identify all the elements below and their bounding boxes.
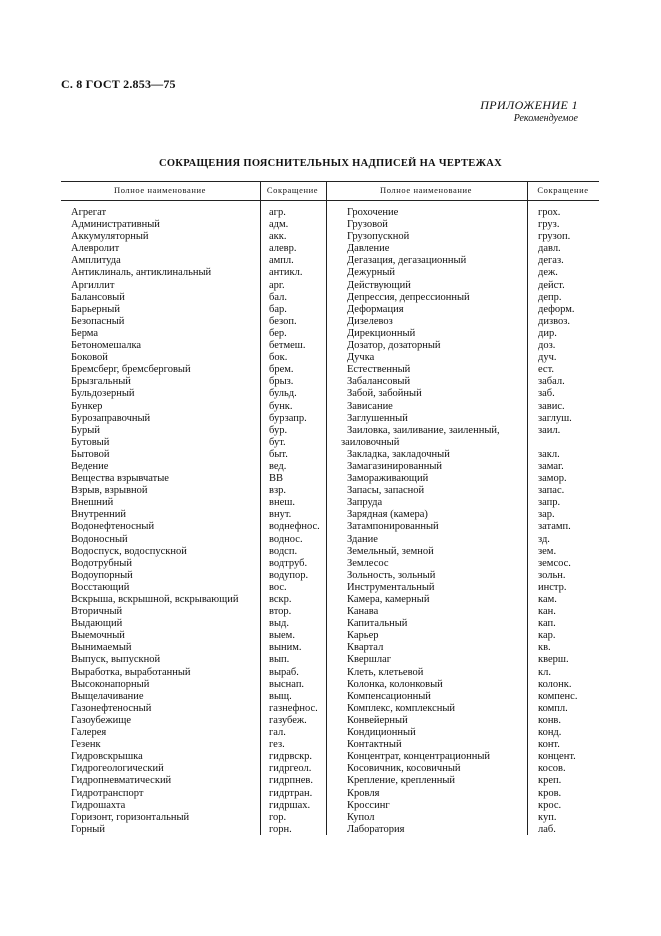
table-cell: Конвейерный [347, 714, 408, 726]
table-cell: кверш. [538, 654, 569, 666]
table-cell: Вынимаемый [71, 642, 132, 654]
table-header [61, 181, 599, 201]
table-cell: дейст. [538, 279, 565, 291]
table-cell: адм. [269, 219, 289, 231]
table-cell: Канава [347, 606, 379, 618]
table-cell: гал. [269, 727, 286, 739]
table-cell: Зарядная (камера) [347, 509, 428, 521]
left-names-column [71, 207, 238, 836]
table-cell: забал. [538, 376, 565, 388]
table-cell: Бутовый [71, 436, 110, 448]
table-cell: бут. [269, 436, 286, 448]
table-cell: Кроссинг [347, 799, 390, 811]
table-cell: Гидрошахта [71, 799, 126, 811]
table-cell: зар. [538, 509, 555, 521]
table-cell: кл. [538, 666, 551, 678]
appendix-block [480, 99, 578, 125]
table-cell: Кровля [347, 787, 380, 799]
page-title: СОКРАЩЕНИЯ ПОЯСНИТЕЛЬНЫХ НАДПИСЕЙ НА ЧЕРТЕЖАХ [158, 158, 503, 169]
table-cell: алевр. [269, 243, 297, 255]
table-cell: Взрыв, взрывной [71, 485, 148, 497]
table-cell: косов. [538, 763, 566, 775]
table-cell: Карьер [347, 630, 379, 642]
table-cell: зольн. [538, 569, 566, 581]
table-cell: Землесос [347, 557, 389, 569]
table-cell: вос. [269, 581, 287, 593]
table-cell: Водонефтеносный [71, 521, 155, 533]
table-cell: акк. [269, 231, 287, 243]
table-cell: завис. [538, 400, 565, 412]
header-abbr-left: Сокращение [266, 185, 319, 195]
table-cell: Заиловка, заиливание, заиленный, [347, 424, 500, 436]
table-cell: Запруда [347, 497, 383, 509]
right-names-column [341, 207, 500, 836]
table-cell: куп. [538, 811, 557, 823]
appendix-status: Рекомендуемое [513, 113, 578, 124]
table-cell [538, 437, 577, 449]
table-cell: Агрегат [71, 207, 107, 218]
table-cell: Земельный, земной [347, 545, 434, 557]
table-cell: дир. [538, 327, 557, 339]
table-cell: концент. [538, 751, 576, 763]
table-cell: Грузовой [347, 219, 388, 231]
table-cell: бок. [269, 352, 288, 364]
table-cell: бульд. [269, 388, 297, 400]
column-divider [527, 181, 528, 835]
table-cell: водтруб. [269, 557, 308, 569]
right-abbreviations-column [538, 207, 577, 836]
table-cell: бетмеш. [269, 340, 306, 352]
table-cell: замаг. [538, 460, 564, 472]
table-cell: Гезенк [71, 739, 101, 751]
left-abbreviations-column [269, 207, 320, 836]
table-cell: воднефнос. [269, 521, 320, 533]
table-cell: Вскрыша, вскрышной, вскрывающий [71, 594, 239, 605]
table-cell: кар. [538, 630, 556, 642]
table-cell: конв. [538, 714, 562, 726]
table-cell: Высоконапорный [71, 678, 150, 690]
table-cell: водупор. [269, 569, 309, 581]
table-cell: Естественный [347, 364, 411, 376]
table-cell: Бетономешалка [71, 340, 142, 352]
table-cell: внеш. [269, 497, 295, 509]
table-cell: втор. [269, 606, 292, 618]
header-abbr-right: Сокращение [537, 185, 589, 195]
table-cell: Капитальный [347, 618, 408, 630]
table-cell: газубеж. [269, 714, 307, 726]
table-cell: ест. [538, 364, 555, 376]
table-cell: Лаборатория [347, 823, 405, 835]
table-cell: брем. [269, 364, 294, 376]
table-cell: выем. [269, 630, 295, 642]
table-cell: Вторичный [71, 606, 123, 618]
table-cell: Алевролит [71, 243, 120, 255]
table-cell: доз. [538, 340, 556, 352]
table-cell: замор. [538, 473, 567, 485]
table-cell: Дирекционный [347, 327, 416, 339]
table-cell: Дежурный [347, 267, 395, 279]
table-cell: Крепление, крепленный [347, 775, 456, 787]
table-cell: бер. [269, 327, 287, 339]
table-cell: креп. [538, 775, 562, 787]
table-cell: Бурозаправочный [71, 412, 151, 424]
table-cell: бал. [269, 291, 287, 303]
table-cell: Выдающий [71, 618, 123, 630]
table-cell: крос. [538, 799, 562, 811]
table-cell: выним. [269, 642, 302, 654]
table-cell: гидрпнев. [269, 775, 313, 787]
table-cell: Водоносный [71, 533, 128, 545]
table-cell: заб. [538, 388, 555, 400]
table-cell: конд. [538, 727, 562, 739]
table-cell: деж. [538, 267, 558, 279]
table-cell: Газоубежище [71, 714, 132, 726]
column-divider [326, 181, 327, 835]
table-cell: Ведение [71, 460, 109, 472]
table-cell: инстр. [538, 581, 567, 593]
table-cell: Затампонированный [347, 521, 439, 533]
table-cell: Антиклиналь, антиклинальный [71, 267, 212, 279]
table-cell: Камера, камерный [347, 594, 430, 605]
table-cell: Давление [347, 243, 390, 255]
table-cell: Здание [347, 533, 378, 545]
table-cell: Безопасный [71, 315, 125, 327]
table-cell: груз. [538, 219, 560, 231]
table-cell: кв. [538, 642, 551, 654]
table-cell: водсп. [269, 545, 298, 557]
table-cell: затамп. [538, 521, 571, 533]
table-cell: Выработка, выработанный [71, 666, 191, 678]
table-cell: Берма [71, 327, 99, 339]
column-divider [260, 181, 261, 835]
table-cell: Вещества взрывчатые [71, 473, 169, 485]
table-cell: закл. [538, 448, 560, 460]
table-cell: кам. [538, 594, 557, 605]
table-cell: выраб. [269, 666, 299, 678]
table-cell: Амплитуда [71, 255, 121, 267]
table-cell: Бурый [71, 424, 100, 436]
table-cell: компенс. [538, 690, 578, 702]
table-cell: вед. [269, 460, 287, 472]
table-cell: Восстающий [71, 581, 130, 593]
table-cell: Аккумуляторный [71, 231, 149, 243]
table-cell: зд. [538, 533, 550, 545]
table-cell: Грохочение [347, 207, 399, 218]
table-cell: Дегазация, дегазационный [347, 255, 467, 267]
table-cell: Выщелачивание [71, 690, 144, 702]
table-cell: кап. [538, 618, 556, 630]
table-cell: бурзапр. [269, 412, 307, 424]
table-cell: выд. [269, 618, 289, 630]
table-cell: запас. [538, 485, 565, 497]
table-cell: вып. [269, 654, 290, 666]
table-cell: агр. [269, 207, 286, 218]
table-cell: заил. [538, 424, 561, 436]
table-cell: Бульдозерный [71, 388, 135, 400]
table-cell: Концентрат, концентрационный [347, 751, 491, 763]
table-cell: Клеть, клетьевой [347, 666, 424, 678]
table-cell: бунк. [269, 400, 293, 412]
table-cell: колонк. [538, 678, 572, 690]
table-cell: дуч. [538, 352, 557, 364]
table-cell: взр. [269, 485, 286, 497]
table-cell: грох. [538, 207, 561, 218]
table-cell: Внутренний [71, 509, 126, 521]
table-cell: ВВ [269, 473, 284, 485]
table-cell: Водотрубный [71, 557, 132, 569]
table-cell: бар. [269, 303, 287, 315]
document-reference: С. 8 ГОСТ 2.853—75 [61, 77, 176, 91]
table-cell: заглуш. [538, 412, 572, 424]
table-cell: Кондиционный [347, 727, 416, 739]
table-cell: дизвоз. [538, 315, 571, 327]
table-cell: Купол [347, 811, 375, 823]
table-cell: Балансовый [71, 291, 125, 303]
table-cell: Замагазинированный [347, 460, 443, 472]
table-cell: Водоупорный [71, 569, 133, 581]
table-cell: деформ. [538, 303, 575, 315]
table-cell: Инструментальный [347, 581, 435, 593]
table-cell: зем. [538, 545, 557, 557]
table-cell: дегаз. [538, 255, 564, 267]
table-cell: Косовичник, косовичный [347, 763, 461, 775]
table-cell: Дучка [347, 352, 375, 364]
table-cell: Колонка, колонковый [347, 678, 443, 690]
table-cell: Квартал [347, 642, 384, 654]
table-cell: выщ. [269, 690, 292, 702]
table-cell: Дизелевоз [347, 315, 393, 327]
table-cell: газнефнос. [269, 702, 318, 714]
table-cell: гидртран. [269, 787, 313, 799]
table-cell: быт. [269, 448, 288, 460]
table-cell: Квершлаг [347, 654, 392, 666]
table-cell: земсос. [538, 557, 571, 569]
table-cell: Бремсберг, бремсберговый [71, 364, 191, 376]
table-cell: гор. [269, 811, 287, 823]
table-cell: Газонефтеносный [71, 702, 152, 714]
table-cell: кров. [538, 787, 562, 799]
table-cell: Запасы, запасной [347, 485, 425, 497]
table-cell: Бытовой [71, 448, 110, 460]
table-cell: Гидротранспорт [71, 787, 144, 799]
table-cell: Внешний [71, 497, 114, 509]
table-cell: Гидропневматический [71, 775, 172, 787]
table-cell: выснап. [269, 678, 305, 690]
table-cell: брыз. [269, 376, 294, 388]
table-cell: Аргиллит [71, 279, 115, 291]
appendix-title: ПРИЛОЖЕНИЕ 1 [480, 98, 578, 112]
table-cell: давл. [538, 243, 561, 255]
table-cell: Замораживающий [347, 473, 429, 485]
table-cell: Административный [71, 219, 160, 231]
table-cell: гидршах. [269, 799, 311, 811]
table-cell: заиловочный [341, 436, 400, 448]
table-cell: компл. [538, 702, 568, 714]
table-cell: Компенсационный [347, 690, 431, 702]
table-cell: лаб. [538, 823, 556, 835]
table-cell: Забой, забойный [347, 388, 422, 400]
table-cell: Закладка, закладочный [347, 448, 450, 460]
table-cell: Контактный [347, 739, 402, 751]
table-cell: Гидровскрышка [71, 751, 143, 763]
table-cell: Депрессия, депрессионный [347, 291, 470, 303]
table-cell: Грузопускной [347, 231, 410, 243]
table-cell: бур. [269, 424, 288, 436]
table-cell: внут. [269, 509, 292, 521]
table-cell: арг. [269, 279, 285, 291]
header-full-name-left: Полное наименование [113, 185, 207, 195]
table-cell: гидргеол. [269, 763, 312, 775]
table-cell: депр. [538, 291, 562, 303]
table-cell: ампл. [269, 255, 294, 267]
table-cell: конт. [538, 739, 560, 751]
table-cell: запр. [538, 497, 561, 509]
table-cell: Боковой [71, 352, 108, 364]
table-cell: Действующий [347, 279, 411, 291]
table-cell: Выемочный [71, 630, 125, 642]
table-cell: гез. [269, 739, 285, 751]
table-cell: Горизонт, горизонтальный [71, 811, 190, 823]
table-cell: гидрвскр. [269, 751, 313, 763]
table-cell: Забалансовый [347, 376, 411, 388]
table-cell: кан. [538, 606, 556, 618]
table-cell: Выпуск, выпускной [71, 654, 161, 666]
table-cell: Гидрогеологический [71, 763, 164, 775]
table-cell: горн. [269, 823, 292, 835]
table-cell: Зависание [347, 400, 393, 412]
table-cell: вскр. [269, 594, 292, 605]
table-cell: Заглушенный [347, 412, 408, 424]
table-cell: грузоп. [538, 231, 571, 243]
table-cell: Комплекс, комплексный [347, 702, 456, 714]
table-cell: Деформация [347, 303, 404, 315]
table-cell: антикл. [269, 267, 303, 279]
table-cell: Горный [71, 823, 105, 835]
table-cell: Барьерный [71, 303, 120, 315]
table-cell: Зольность, зольный [347, 569, 436, 581]
table-cell: Галерея [71, 727, 107, 739]
table-cell: Дозатор, дозаторный [347, 340, 441, 352]
table-cell: Водоспуск, водоспускной [71, 545, 187, 557]
table-cell: воднос. [269, 533, 303, 545]
header-full-name-right: Полное наименование [379, 185, 473, 195]
table-cell: Брызгальный [71, 376, 131, 388]
table-cell: Бункер [71, 400, 103, 412]
table-cell: безоп. [269, 315, 297, 327]
